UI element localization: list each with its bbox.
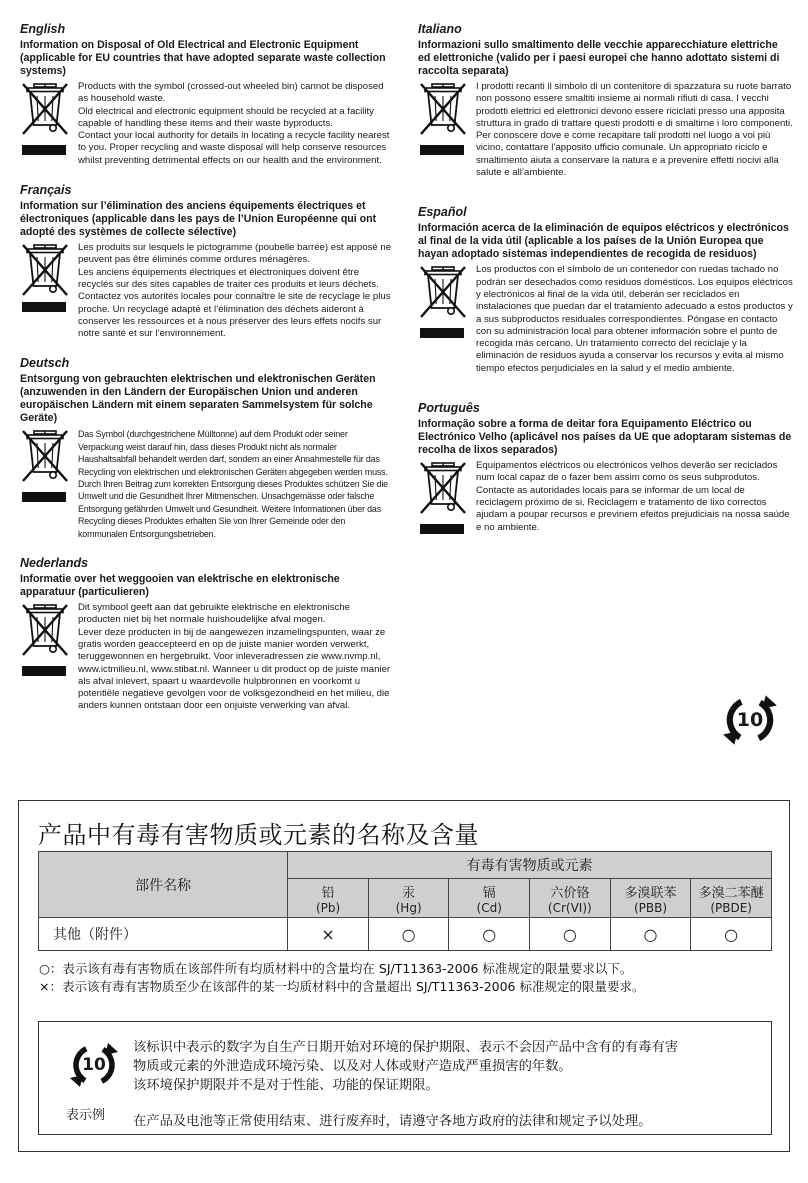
note-circle: ○：表示该有毒有害物质在该部件所有均质材料中的含量均在 SJ/T11363-2006 标准规定的限量要求以下。 bbox=[39, 961, 633, 976]
crossed-out-bin-icon bbox=[418, 264, 468, 320]
crossed-out-bin-icon bbox=[418, 81, 468, 137]
example-label: 表示例 bbox=[66, 1108, 106, 1123]
col-substance-group-header: 有毒有害物质或元素 bbox=[288, 852, 772, 879]
section-body: Dit symbool geeft aan dat gebruikte elektrische en elektronische producten niet bij het normale huishoudelijke afval mogen. Lever deze producten in bij de aangewezen inzamelingspunten, waar ze gratis worden geaccepteerd en op de juiste manier worden verwerkt, teruggewonnen en hergebruikt. Voor inleveradressen zie www.nvmp.nl, www.ictmilieu.nl, www.stibat.nl. Wanneer u dit product op de juiste manier als afval inlevert, spaart u waardevolle hulpbronnen en voorkomt u potentiële negatieve gevolgen voor de volksgezondheid en het milieu, die anders kunnen ontstaan door een onjuiste verwerking van afval. bbox=[78, 602, 391, 712]
section-heading: Informação sobre a forma de deitar fora Equipamento Eléctrico ou Electrónico Velho (aplicável nos países da UE que adoptaram sistemas de recolha de lixos separados) bbox=[418, 418, 792, 457]
language-title: Deutsch bbox=[20, 356, 70, 371]
section-body: Equipamentos eléctricos ou electrónicos velhos deverão ser reciclados num local capaz de o fazer bem assim como os seus subprodutos. Contacte as autoridades locais para se informar de um local de reciclagem próximo de si. Reciclagem e tratamento de lixo correctos ajudam a poupar recursos e previnem efeitos prejudiciais na nossa saúde e no ambiente. bbox=[476, 460, 790, 533]
section-body: Les produits sur lesquels le pictogramme (poubelle barrée) est apposé ne peuvent pas être éliminés comme ordures ménagères. Les anciens équipements électriques et électroniques doivent être recyclés sur des sites capables de traiter ces produits et leurs déchets. Contactez vos autorités locales pour connaître le site de recyclage le plus proche. Un recyclage adapté et l’élimination des déchets aideront à conserver les ressources et à nous préserver des leurs effets nocifs sur notre santé et sur l’environnement. bbox=[78, 242, 392, 340]
explain-line: 物质或元素的外泄造成环境污染、以及对人体或财产造成严重损害的年数。 bbox=[133, 1059, 572, 1074]
mark-cell: ○ bbox=[529, 918, 610, 951]
explain-line: 在产品及电池等正常使用结束、进行废弃时，请遵守各地方政府的法律和规定予以处理。 bbox=[133, 1114, 652, 1129]
crossed-out-bin-icon bbox=[20, 602, 70, 658]
crossed-out-bin-icon bbox=[20, 81, 70, 137]
table-row bbox=[39, 918, 772, 951]
china-table-title: 产品中有毒有害物质或元素的名称及含量 bbox=[38, 821, 479, 849]
section-body: Los productos con el símbolo de un contenedor con ruedas tachado no podrán ser desechados como residuos domésticos. Los equipos eléctricos y electrónicos al final de la vida útil, deberán ser reciclados en instalaciones que puedan dar el tratamiento adecuado a estos productos y a sus subproductos residuales correspondientes. Póngase en contacto con su administración local para obtener información sobre el punto de recogida más cercano. Un tratamiento correcto del reciclaje y la eliminación de residuos ayuda a conservar los recursos y evita al mismo tiempo efectos perjudiciales en la salud y el medio ambiente. bbox=[476, 264, 793, 374]
mark-cell: × bbox=[288, 918, 369, 951]
section-body: I prodotti recanti il simbolo di un contenitore di spazzatura su ruote barrato non possono essere smaltiti insieme ai normali rifiuti di casa. I vecchi prodotti elettrici ed elettronici devono essere riciclati presso una apposita struttura in grado di trattare questi prodotti e di smaltirne i loro componenti. Per conoscere dove e come recapitare tali prodotti nel luogo a voi più vicino, contattare l’apposito ufficio comunale. Un appropriato riciclo e smaltimento aiuta a conservare la natura e a prevenire effetti nocivi alla salute e all’ambiente. bbox=[476, 81, 793, 179]
black-bar bbox=[22, 666, 66, 676]
left-column bbox=[20, 22, 395, 729]
mark-cell: ○ bbox=[610, 918, 691, 951]
black-bar bbox=[420, 524, 464, 534]
black-bar bbox=[420, 328, 464, 338]
section-heading: Informatie over het weggooien van elektrische en elektronische apparatuur (particulieren) bbox=[20, 573, 340, 599]
eco-label-number: 10 bbox=[736, 709, 764, 731]
substance-header: 六价铬 (Cr(VI)) bbox=[529, 879, 610, 918]
hazardous-substance-table bbox=[38, 851, 772, 951]
section-heading: Information on Disposal of Old Electrical and Electronic Equipment (applicable for EU countries that have adopted separate waste collection systems) bbox=[20, 39, 386, 77]
black-bar bbox=[22, 145, 66, 155]
mark-cell: ○ bbox=[368, 918, 449, 951]
section-nederlands bbox=[20, 556, 395, 713]
substance-header: 汞 (Hg) bbox=[368, 879, 449, 918]
substance-header: 镉 (Cd) bbox=[449, 879, 530, 918]
section-portugues bbox=[418, 401, 793, 534]
explain-line: 该环境保护期限并不是对于性能、功能的保证期限。 bbox=[133, 1078, 439, 1093]
black-bar bbox=[22, 492, 66, 502]
language-title: Italiano bbox=[418, 22, 462, 36]
section-espanol bbox=[418, 205, 793, 375]
black-bar bbox=[22, 302, 66, 312]
example-box bbox=[38, 1021, 772, 1135]
explain-line: 该标识中表示的数字为自生产日期开始对环境的保护期限、表示不会因产品中含有的有毒有害 bbox=[133, 1040, 679, 1055]
eco-label-10-icon bbox=[69, 1040, 119, 1090]
eco-label-number: 10 bbox=[82, 1055, 106, 1075]
language-title: Español bbox=[418, 205, 467, 220]
language-title: Nederlands bbox=[20, 556, 89, 571]
substance-header: 铅 (Pb) bbox=[288, 879, 369, 918]
crossed-out-bin-icon bbox=[20, 428, 70, 484]
language-title: Português bbox=[418, 401, 480, 416]
mark-cell: ○ bbox=[449, 918, 530, 951]
china-rohs-box bbox=[18, 800, 790, 1152]
section-italiano bbox=[418, 22, 793, 179]
section-heading: Information sur l’élimination des anciens équipements électriques et électroniques (applicable dans les pays de l’Union Européenne qui ont adopté des systèmes de collecte sélective) bbox=[20, 200, 377, 239]
section-deutsch bbox=[20, 356, 395, 540]
section-heading: Entsorgung von gebrauchten elektrischen und elektronischen Geräten (anzuwenden in den Ländern der Europäischen Union und anderen europäischen Ländern mit einem separaten Sammelsystem für solche Geräte) bbox=[20, 373, 376, 425]
section-francais bbox=[20, 183, 395, 340]
section-body: Products with the symbol (crossed-out wheeled bin) cannot be disposed as household waste. Old electrical and electronic equipment should be recycled at a facility capable of handling these items and their waste byproducts. Contact your local authority for details in locating a recycle facility nearest to you. Proper recycling and waste disposal will help conserve resources whilst preventing detrimental effects on our health and the environment. bbox=[78, 81, 390, 166]
section-body: Das Symbol (durchgestrichene Mülltonne) auf dem Produkt oder seiner Verpackung weist darauf hin, dass dieses Produkt nicht als normaler Haushaltsabfall behandelt werden darf, sondern an einer Annahmestelle für das Recycling von elektrischen und elektronischen Geräten abgegeben werden muss. Durch Ihren Beitrag zum korrekten Entsorgung dieses Produktes schützen Sie die Umwelt und die Gesundheit Ihrer Mitmenschen. Unsachgemässe oder falsche Entsorgung gefährden Umwelt und Gesundheit. Weitere Informationen über das Recycling dieses Produktes erhalten Sie von Ihrer Gemeinde oder den kommunalen Entsorgungsbetrieben. bbox=[78, 429, 388, 539]
mark-cell: ○ bbox=[691, 918, 772, 951]
section-heading: Información acerca de la eliminación de equipos eléctricos y electrónicos al final de la vida útil (aplicable a los países de la Unión Europea que hayan adoptado sistemas independientes de recogida de residuos) bbox=[418, 222, 789, 261]
note-cross: ×：表示该有毒有害物质至少在该部件的某一均质材料中的含量超出 SJ/T11363-2006 标准规定的限量要求。 bbox=[39, 979, 645, 994]
substance-header: 多溴二苯醚 (PBDE) bbox=[691, 879, 772, 918]
substance-header: 多溴联苯 (PBB) bbox=[610, 879, 691, 918]
crossed-out-bin-icon bbox=[418, 460, 468, 516]
crossed-out-bin-icon bbox=[20, 242, 70, 298]
right-column bbox=[418, 22, 793, 550]
language-title: Français bbox=[20, 183, 72, 198]
eco-label-10-icon bbox=[722, 692, 778, 748]
section-english bbox=[20, 22, 395, 167]
part-name-cell: 其他（附件） bbox=[39, 918, 288, 951]
black-bar bbox=[420, 145, 464, 155]
section-heading: Informazioni sullo smaltimento delle vecchie apparecchiature elettriche ed elettroniche (valido per i paesi europei che hanno adottato sistemi di raccolta separata) bbox=[418, 39, 780, 77]
col-part-name-header: 部件名称 bbox=[39, 852, 288, 918]
language-title: English bbox=[20, 22, 66, 36]
